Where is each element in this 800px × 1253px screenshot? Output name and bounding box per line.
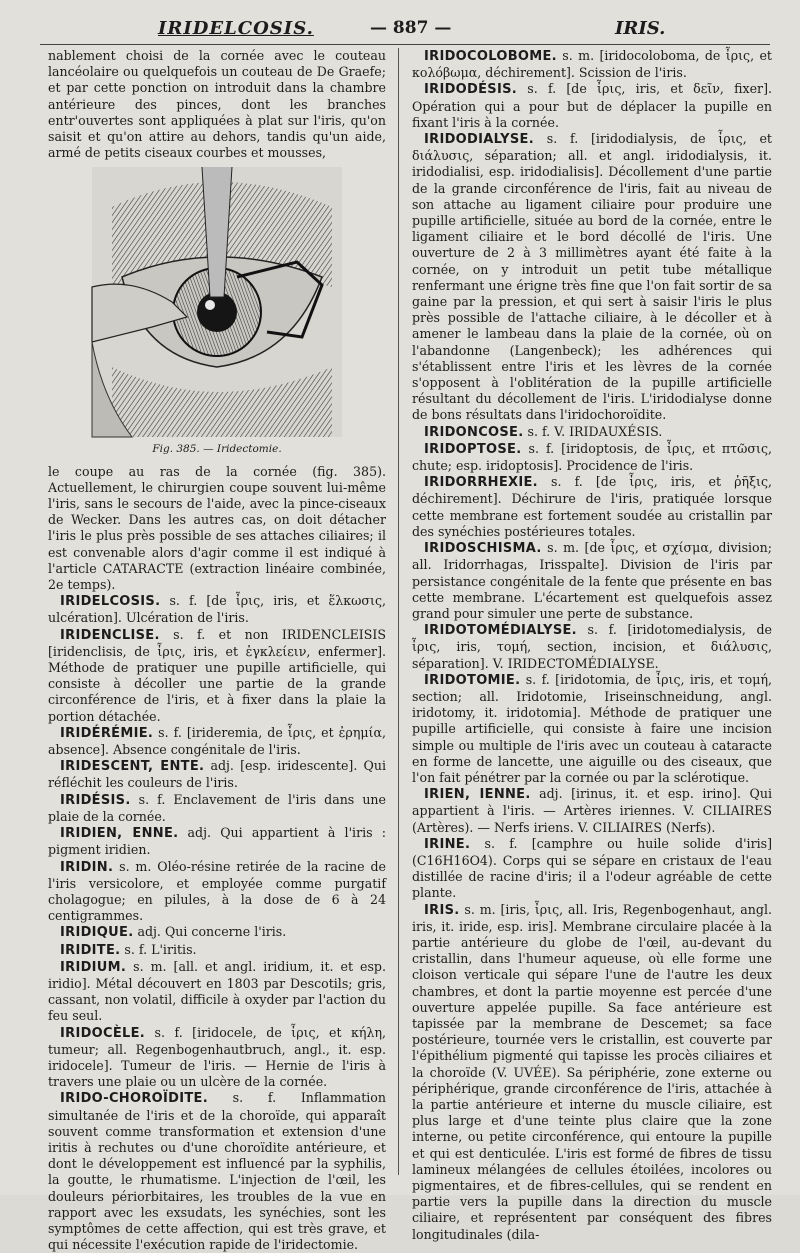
entry-headword: IRIDOTOMÉDIALYSE. xyxy=(424,623,577,639)
figure-caption: Fig. 385. — Iridectomie. xyxy=(152,443,282,456)
entry-text: adj. Qui appartient à l'iris : pigment iridien. xyxy=(48,825,386,858)
entry-headword: IRIDESCENT, ENTE. xyxy=(60,759,205,775)
entry-headword: IRIDORRHEXIE. xyxy=(424,475,538,491)
dictionary-entry xyxy=(412,672,772,786)
entry-text: s. f. [de ἶρις, iris, et ῥῆξις, déchirement]. Déchirure de l'iris, pratiquée lorsque cette membrane est fortement soudée au cristallin par des synéchies postérieures totales. xyxy=(412,474,772,539)
entry-headword: IRIDOSCHISMA. xyxy=(424,541,542,557)
dictionary-entry xyxy=(412,81,772,131)
dictionary-entry xyxy=(48,627,386,725)
entry-headword: IRIDÉSIS. xyxy=(60,792,131,808)
entry-headword: IRIDIQUE. xyxy=(60,925,134,941)
dictionary-entry xyxy=(412,622,772,672)
entry-text: s. m. Oléo-résine retirée de la racine de l'iris versicolore, et employée comme purgatif cholagogue; en pilules, à la dose de 6 à 24 centigrammes. xyxy=(48,858,386,924)
dictionary-entry xyxy=(412,131,772,424)
entry-text: s. f. V. IRIDAUXÉSIS. xyxy=(523,423,663,439)
header-right-headword: IRIS. xyxy=(615,18,666,39)
iridectomy-illustration xyxy=(92,167,342,437)
dictionary-entry xyxy=(412,424,772,441)
entry-text: s. f. [iridoptosis, de ἶρις, et πτῶσις, chute; esp. iridoptosis]. Procidence de l'iris. xyxy=(412,440,772,474)
figure-iridectomy xyxy=(48,167,386,457)
entry-headword: IRIDONCOSE. xyxy=(424,424,524,440)
entry-text: s. f. [iridotomedialysis, de ἶρις, iris, τομή, section, incision, et διάλυσις, séparation]. V. IRIDECTOMÉDIALYSE. xyxy=(412,622,772,671)
dictionary-entry xyxy=(48,825,386,858)
entry-text: s. f. [iridotomia, de ἶρις, iris, et τομή, section; all. Iridotomie, Iriseinschneidung, angl. iridotomy, it. iridotomia]. Méthode de pratiquer une pupille artificielle, qui consiste à faire une incision simple ou multiple de l'iris avec un couteau à cataracte en forme de lancette, une aiguille ou des ciseaux, que l'on fait pénétrer par la cornée ou par la sclérotique. xyxy=(412,671,772,785)
entry-headword: IRIDITE. xyxy=(60,942,121,958)
entry-headword: IRINE. xyxy=(424,836,471,852)
entry-text: s. m. [iris, ἶρις, all. Iris, Regenbogenhaut, angl. iris, it. iride, esp. iris]. Membrane circulaire placée à la partie antérieure du globe de l'œil, au-devant du cristallin, dans l'humeur aqueuse, où elle forme une cloison verticale qui sépare l'une de l'autre les deux chambres, et dont la partie moyenne est percée d'une ouverture appelée pupille. Sa face antérieure est tapissée par la membrane de Descemet; sa face postérieure, tournée vers le cristallin, est couverte par l'épithélium pigmenté qui tapisse les procès ciliaires et la choroïde (V. UVÉE). Sa périphérie, zone externe ou périphérique, grande circonférence de l'iris, attachée à la partie antérieure et interne du muscle ciliaire, est plus large et d'une teinte plus claire que la zone interne, ou petite circonférence, qui entoure la pupille et qui est denticulée. L'iris est formé de fibres de tissu lamineux mélangées de cellules étoilées, incolores ou pigmentaires, et de fibres-cellules, qui se rendent en partie vers la pupille dans la direction du muscle ciliaire, et représentent par conséquent des fibres longitudinales (dila- xyxy=(412,901,772,1242)
entry-headword: IRIDO-CHOROÏDITE. xyxy=(60,1091,208,1107)
entry-headword: IRIDÉRÉMIE. xyxy=(60,725,154,741)
entry-headword: IRIDIN. xyxy=(60,859,114,875)
entry-headword: IRIEN, IENNE. xyxy=(424,787,531,803)
dictionary-entry xyxy=(412,474,772,540)
dictionary-entry xyxy=(48,942,386,959)
column-divider xyxy=(398,48,399,1175)
entry-text: s. f. Enclavement de l'iris dans une plaie de la cornée. xyxy=(48,791,386,824)
dictionary-entry xyxy=(412,48,772,81)
running-header xyxy=(40,14,770,45)
dictionary-entry xyxy=(48,725,386,758)
entry-headword: IRIDIEN, ENNE. xyxy=(60,826,179,842)
entry-text: s. f. [iridodialysis, de ἶρις, et διάλυσις, séparation; all. et angl. iridodialysis, it. iridodialisi, esp. iridodialisis]. Décollement d'une partie de la grande circonférence de l'iris, fait au niveau de son attache au ligament ciliaire pour produire une pupille artificielle, située au bord de la cornée, entre le ligament ciliaire et le bord décollé de l'iris. Une ouverture de 2 à 3 millimètres ayant été faite à la cornée, on y introduit un petit tube métallique renfermant une érigne très fine que l'on fait sortir de sa gaine par la pression, et qui sert à saisir l'iris le plus près possible de l'attache ciliaire, à le décoller et à amener le lambeau dans la plaie de la cornée, où on l'abandonne (Langenbeck); les adhérences qui s'établissent entre l'iris et les lèvres de la cornée s'opposent à l'oblitération de la pupille artificielle résultant du décollement de l'iris. L'iridodialyse donne de bons résultats dans l'iridochoroïdite. xyxy=(412,131,772,423)
entry-headword: IRIDODIALYSE. xyxy=(424,132,534,148)
right-column xyxy=(412,48,772,1242)
entry-headword: IRIDENCLISE. xyxy=(60,627,160,643)
entry-headword: IRIS. xyxy=(424,902,460,918)
entry-text: s. f. [de ἶρις, iris, et δεῖν, fixer]. Opération qui a pour but de déplacer la pupille en fixant l'iris à la cornée. xyxy=(412,81,772,130)
entry-headword: IRIDOTOMIE. xyxy=(424,672,521,688)
entry-text: adj. [esp. iridescente]. Qui réfléchit les couleurs de l'iris. xyxy=(48,758,386,791)
entry-text: s. m. [all. et angl. iridium, it. et esp. iridio]. Métal découvert en 1803 par Descotils; gris, cassant, non volatil, difficile à oxyder par l'action du feu seul. xyxy=(48,958,386,1024)
left-column xyxy=(48,48,386,1253)
entry-text: s. f. [camphre ou huile solide d'iris] (C16H16O4). Corps qui se sépare en cristaux de l'eau distillée de racine d'iris; il a l'odeur agréable de cette plante. xyxy=(412,835,772,901)
entry-text: s. f. Inflammation simultanée de l'iris et de la choroïde, qui apparaît souvent comme transformation et extension d'une iritis à rechutes ou d'une choroïdite antérieure, et dont le développement est influencé par la syphilis, la goutte, le rhumatisme. L'injection de l'œil, les douleurs périorbitaires, les troubles de la vue en rapport avec les exsudats, les synéchies, sont les symptômes de cette affection, qui est très grave, et qui nécessite l'exécution rapide de l'iridectomie. xyxy=(48,1090,386,1253)
dictionary-entry xyxy=(48,1090,386,1253)
header-left-headword: IRIDELCOSIS. xyxy=(158,18,314,39)
entry-text: s. f. L'iritis. xyxy=(120,941,197,957)
entry-text: le coupe au ras de la cornée (fig. 385). Actuellement, le chirurgien coupe souvent lui-même l'iris, sans le secours de l'aide, avec la pince-ciseaux de Wecker. Dans les autres cas, on doit détacher l'iris le plus près possible de ses attaches ciliaires; il est convenable alors d'agir comme il est indiqué à l'article CATARACTE (extraction linéaire combinée, 2e temps). xyxy=(48,463,386,593)
dictionary-entry xyxy=(48,959,386,1025)
dictionary-entry xyxy=(412,902,772,1243)
entry-headword: IRIDODÉSIS. xyxy=(424,82,517,98)
entry-headword: IRIDELCOSIS. xyxy=(60,594,161,610)
entry-headword: IRIDOPTOSE. xyxy=(424,441,522,457)
dictionary-entry xyxy=(48,859,386,925)
entry-headword: IRIDOCOLOBOME. xyxy=(424,49,557,64)
dictionary-entry xyxy=(48,758,386,791)
entry-text: s. m. [iridocoloboma, de ἶρις, et κολόβωμα, déchirement]. Scission de l'iris. xyxy=(412,48,772,81)
entry-text: s. m. [de ἶρις, et σχίσμα, division; all. Iridorrhagas, Irisspalte]. Division de l'iris par persistance congénitale de la fente que présente en bas cette membrane. L'écartement est quelquefois assez grand pour simuler une perte de substance. xyxy=(412,540,772,621)
entry-text: s. f. [iridocele, de ἶρις, et κήλη, tumeur; all. Regenbogenhautbruch, angl., it. esp. iridocele]. Tumeur de l'iris. — Hernie de l'iris à travers une plaie ou un ulcère de la cornée. xyxy=(48,1024,386,1090)
entry-text: adj. [irinus, it. et esp. irino]. Qui appartient à l'iris. — Artères iriennes. V. CILIAIRES (Artères). — Nerfs iriens. V. CILIAIRES (Nerfs). xyxy=(412,786,772,835)
entry-text: nablement choisi de la cornée avec le couteau lancéolaire ou quelquefois un couteau de De Graefe; et par cette ponction on introduit dans la chambre antérieure des pinces, dont les branches entr'ouvertes sont appliquées à plat sur l'iris, qu'on saisit et qu'on attire au dehors, tandis qu'un aide, armé de petits ciseaux courbes et mousses, xyxy=(48,48,386,161)
entry-text: s. f. [irideremia, de ἶρις, et ἐρημία, absence]. Absence congénitale de l'iris. xyxy=(48,724,386,758)
dictionary-entry xyxy=(48,924,386,941)
dictionary-entry xyxy=(48,593,386,626)
entry-text: adj. Qui concerne l'iris. xyxy=(133,924,287,940)
dictionary-entry xyxy=(412,441,772,474)
dictionary-entry xyxy=(412,836,772,902)
entry-text: s. f. [de ἶρις, iris, et ἕλκωσις, ulcération]. Ulcération de l'iris. xyxy=(48,593,386,626)
dictionary-entry xyxy=(48,792,386,825)
page-number: — 887 — xyxy=(370,18,452,38)
entry-headword: IRIDOCÈLE. xyxy=(60,1025,146,1041)
dictionary-entry xyxy=(48,1025,386,1091)
dictionary-entry xyxy=(412,786,772,836)
entry-text: s. f. et non IRIDENCLEISIS [iridenclisis, de ἶρις, iris, et ἐγκλείειν, enfermer]. Méthode de pratiquer une pupille artificielle, qui consiste à décoller une partie de la grande circonférence de l'iris, et à fixer dans la plaie la portion détachée. xyxy=(48,626,386,724)
entry-headword: IRIDIUM. xyxy=(60,959,127,975)
dictionary-entry xyxy=(412,540,772,622)
